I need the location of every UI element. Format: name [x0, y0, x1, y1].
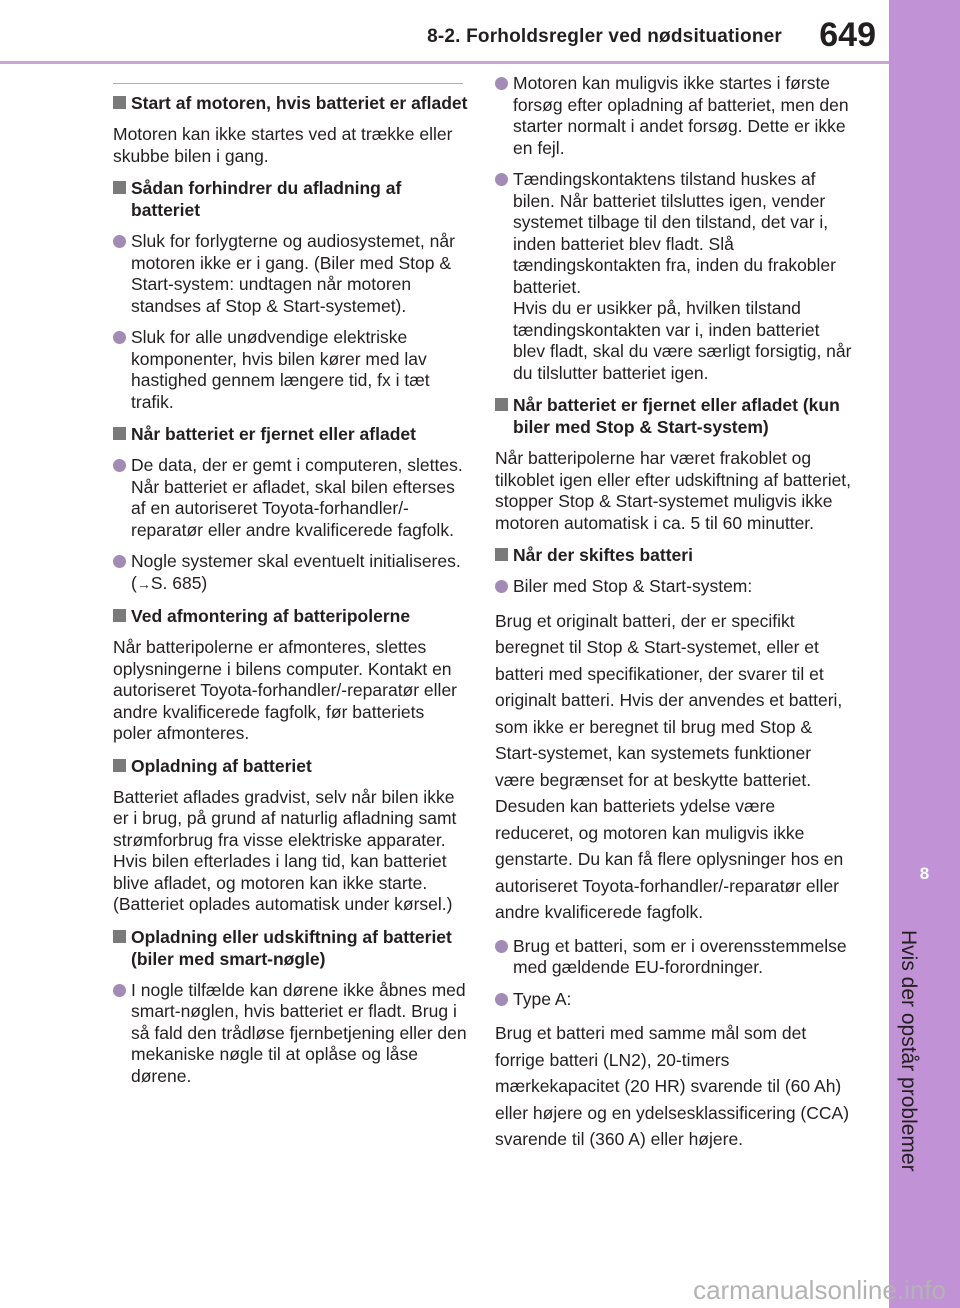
circle-bullet-icon — [495, 580, 508, 593]
heading: Når der skiftes batteri — [495, 544, 855, 566]
square-bullet-icon — [113, 181, 126, 194]
heading: Opladning af batteriet — [113, 755, 468, 777]
bullet-item: I nogle tilfælde kan dørene ikke åbnes med smart-nøglen, hvis batteriet er fladt. Brug i så fald den trådløse fjernbetjening eller den mekaniske nøgle til at oplåse og låse dørene. — [113, 980, 468, 1088]
column-top-divider — [113, 83, 463, 84]
circle-bullet-icon — [495, 77, 508, 90]
arrow-icon: → — [136, 575, 151, 592]
paragraph: Når batteripolerne er afmonteres, slettes oplysningerne i bilens computer. Kontakt en autoriseret Toyota-forhandler/-reparatør eller andre kvalificerede fagfolk, før batteriets poler afmonteres. — [113, 637, 458, 743]
circle-bullet-icon — [113, 331, 126, 344]
paragraph: Brug et batteri med samme mål som det forrige batteri (LN2), 20-timers mærkekapacitet (20 HR) svarende til (60 Ah) eller højere og en ydelsesklassificering (CCA) svarende til (360 A) eller højere. — [495, 1023, 850, 1149]
circle-bullet-icon — [495, 993, 508, 1006]
bullet-item: De data, der er gemt i computeren, slettes. Når batteriet er afladet, skal bilen efterses af en autoriseret Toyota-forhandler/-reparatør eller andre kvalificerede fagfolk. — [113, 455, 468, 541]
heading: Når batteriet er fjernet eller afladet (kun biler med Stop & Start-system) — [495, 394, 855, 438]
square-bullet-icon — [113, 759, 126, 772]
heading: Start af motoren, hvis batteriet er afladet — [113, 92, 468, 114]
square-bullet-icon — [113, 96, 126, 109]
heading: Når batteriet er fjernet eller afladet — [113, 423, 468, 445]
circle-bullet-icon — [495, 940, 508, 953]
chapter-label: Hvis der opstår problemer — [897, 930, 920, 1172]
circle-bullet-icon — [113, 459, 126, 472]
page-reference-link[interactable]: S. 685) — [150, 572, 208, 593]
square-bullet-icon — [495, 398, 508, 411]
bullet-item: Sluk for alle unødvendige elektriske komponenter, hvis bilen kører med lav hastighed gennem længere tid, fx i tæt trafik. — [113, 327, 468, 413]
paragraph: Motoren kan ikke startes ved at trække eller skubbe bilen i gang. — [113, 124, 453, 166]
circle-bullet-icon — [113, 235, 126, 248]
bullet-item: Sluk for forlygterne og audiosystemet, når motoren ikke er i gang. (Biler med Stop & Start-system: undtagen når motoren standses af Stop & Start-systemet). — [113, 231, 468, 317]
bullet-item: Brug et batteri, som er i overensstemmelse med gældende EU-forordninger. — [495, 936, 855, 979]
chapter-number: 8 — [919, 864, 930, 883]
circle-bullet-icon — [113, 984, 126, 997]
header-rule — [0, 61, 889, 64]
heading: Sådan forhindrer du afladning af batteriet — [113, 177, 468, 221]
right-column — [495, 73, 855, 1163]
circle-bullet-icon — [495, 173, 508, 186]
bullet-item: Tændingskontaktens tilstand huskes af bilen. Når batteriet tilsluttes igen, vender systemet tilbage til den tilstand, det var i, inden batteriet blev fladt. Slå tændingskontakten fra, inden du frakobler batteriet. Hvis du er usikker på, hvilken tilstand tændingskontakten var i, inden batteriet blev fladt, skal du være særligt forsigtig, når du tilslutter batteriet igen. — [495, 169, 855, 384]
bullet-item: Type A: — [495, 989, 855, 1011]
paragraph: Batteriet aflades gradvist, selv når bilen ikke er i brug, på grund af naturlig afladning samt strømforbrug fra visse elektriske apparater. Hvis bilen efterlades i lang tid, kan batteriet blive afladet, og motoren kan ikke starte. (Batteriet oplades automatisk under kørsel.) — [113, 786, 457, 914]
square-bullet-icon — [113, 930, 126, 943]
bullet-item: Biler med Stop & Start-system: — [495, 576, 855, 598]
section-title: 8-2. Forholdsregler ved nødsituationer — [427, 26, 782, 47]
bullet-item: Motoren kan muligvis ikke startes i første forsøg efter opladning af batteriet, men den starter normalt i andet forsøg. Dette er ikke en fejl. — [495, 73, 855, 159]
paragraph: Når batteripolerne har været frakoblet og tilkoblet igen eller efter udskiftning af batteriet, stopper Stop & Start-systemet muligvis ikke motoren automatisk i ca. 5 til 60 minutter. — [495, 448, 852, 533]
bullet-item: Nogle systemer skal eventuelt initialiseres. (→S. 685) — [113, 551, 468, 595]
left-column — [113, 92, 468, 1097]
square-bullet-icon — [113, 427, 126, 440]
square-bullet-icon — [113, 609, 126, 622]
circle-bullet-icon — [113, 555, 126, 568]
paragraph: Brug et originalt batteri, der er specifikt beregnet til Stop & Start-systemet, eller et batteri med specifikationer, der svarer til et originalt batteri. Hvis der anvendes et batteri, som ikke er beregnet til brug med Stop & Start-systemet, kan systemets funktioner være begrænset for at beskytte batteriet. Desuden kan batteriets ydelse være reduceret, og motoren kan muligvis ikke genstarte. Du kan få flere oplysninger hos en autoriseret Toyota-forhandler/-reparatør eller andre kvalificerede fagfolk. — [495, 610, 844, 922]
heading: Ved afmontering af batteripolerne — [113, 605, 468, 627]
heading: Opladning eller udskiftning af batteriet (biler med smart-nøgle) — [113, 926, 468, 970]
page-number: 649 — [819, 16, 876, 54]
watermark-text: carmanualsonline.info — [693, 1275, 946, 1305]
square-bullet-icon — [495, 548, 508, 561]
